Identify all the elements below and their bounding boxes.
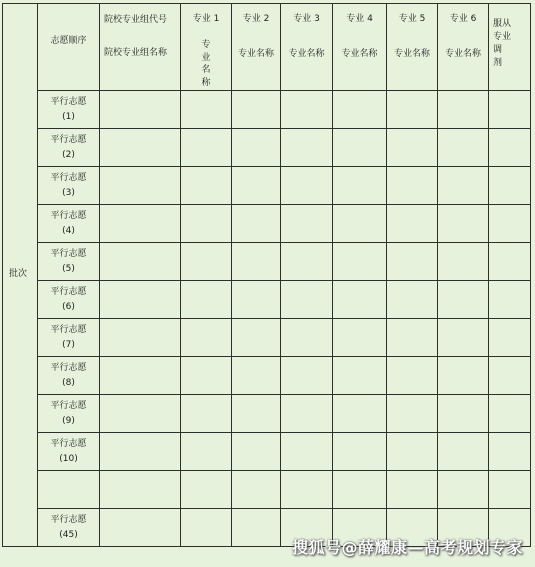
group-name-label: 院校专业组名称 [104, 48, 168, 59]
empty-entry-cell[interactable] [232, 129, 281, 167]
empty-entry-cell[interactable] [489, 205, 531, 243]
empty-entry-cell[interactable] [333, 395, 387, 433]
volunteer-form-table [2, 3, 531, 547]
empty-entry-cell[interactable] [100, 395, 181, 433]
empty-entry-cell[interactable] [281, 433, 333, 471]
volunteer-title: 平行志愿 [50, 211, 87, 221]
volunteer-number: (8) [62, 378, 75, 389]
volunteer-number: (3) [62, 188, 75, 199]
empty-entry-cell[interactable] [387, 91, 438, 129]
volunteer-title: 平行志愿 [50, 135, 87, 145]
major4-header [333, 4, 387, 91]
empty-entry-cell[interactable] [181, 129, 232, 167]
volunteer-title: 平行志愿 [50, 325, 87, 335]
empty-entry-cell[interactable] [489, 167, 531, 205]
empty-entry-cell[interactable] [100, 357, 181, 395]
volunteer-title: 平行志愿 [50, 363, 87, 373]
empty-entry-cell[interactable] [333, 91, 387, 129]
volunteer-row [3, 129, 531, 167]
empty-entry-cell[interactable] [100, 319, 181, 357]
empty-entry-cell[interactable] [438, 357, 489, 395]
volunteer-number: (10) [59, 454, 78, 465]
volunteer-number: (1) [62, 112, 75, 123]
empty-entry-cell[interactable] [438, 129, 489, 167]
volunteer-order-cell [38, 319, 100, 357]
empty-entry-cell[interactable] [281, 243, 333, 281]
major-name-label: 专业名称 [237, 49, 274, 60]
empty-entry-cell[interactable] [438, 471, 489, 509]
major2-header [232, 4, 281, 91]
major3-header [281, 4, 333, 91]
empty-entry-cell[interactable] [100, 91, 181, 129]
empty-entry-cell[interactable] [387, 205, 438, 243]
empty-entry-cell[interactable] [333, 471, 387, 509]
empty-entry-cell[interactable] [281, 319, 333, 357]
empty-entry-cell[interactable] [489, 243, 531, 281]
volunteer-row [3, 395, 531, 433]
empty-entry-cell[interactable] [232, 433, 281, 471]
empty-entry-cell[interactable] [232, 357, 281, 395]
empty-entry-cell[interactable] [387, 243, 438, 281]
empty-entry-cell[interactable] [438, 281, 489, 319]
empty-entry-cell[interactable] [438, 91, 489, 129]
volunteer-row [3, 281, 531, 319]
volunteer-number: (5) [62, 264, 75, 275]
major6-header [438, 4, 489, 91]
empty-entry-cell[interactable] [232, 205, 281, 243]
empty-entry-cell[interactable] [181, 91, 232, 129]
major-name-label: 专业名称 [444, 49, 481, 60]
batch-cell: 批次 [3, 4, 38, 547]
volunteer-number: (6) [62, 302, 75, 313]
volunteer-title: 平行志愿 [50, 515, 87, 525]
major-label: 专业 3 [293, 14, 320, 24]
empty-entry-cell[interactable] [232, 509, 281, 547]
empty-entry-cell[interactable] [181, 281, 232, 319]
volunteer-row [3, 167, 531, 205]
empty-entry-cell[interactable] [281, 471, 333, 509]
empty-entry-cell[interactable] [387, 395, 438, 433]
empty-entry-cell[interactable] [438, 433, 489, 471]
volunteer-order-cell [38, 205, 100, 243]
volunteer-number: (7) [62, 340, 75, 351]
empty-entry-cell[interactable] [181, 471, 232, 509]
empty-entry-cell[interactable] [232, 319, 281, 357]
empty-entry-cell[interactable] [489, 433, 531, 471]
volunteer-order-cell [38, 433, 100, 471]
empty-entry-cell[interactable] [281, 395, 333, 433]
major1-label: 专业 1 [192, 14, 220, 24]
volunteer-row [3, 433, 531, 471]
major5-header [387, 4, 438, 91]
empty-entry-cell[interactable] [232, 395, 281, 433]
volunteer-order-cell [38, 243, 100, 281]
major-label: 专业 2 [242, 14, 270, 24]
empty-entry-cell[interactable] [100, 509, 181, 547]
empty-entry-cell[interactable] [100, 129, 181, 167]
empty-entry-cell[interactable] [333, 167, 387, 205]
volunteer-row [3, 91, 531, 129]
empty-entry-cell[interactable] [489, 281, 531, 319]
volunteer-number: (2) [62, 150, 75, 161]
empty-entry-cell[interactable] [281, 167, 333, 205]
empty-entry-cell[interactable] [181, 167, 232, 205]
major-name-label: 专业名称 [288, 49, 325, 60]
empty-entry-cell[interactable] [232, 91, 281, 129]
empty-entry-cell[interactable] [387, 433, 438, 471]
volunteer-order-cell [38, 129, 100, 167]
major-name-label: 专业名称 [341, 49, 378, 60]
empty-entry-cell[interactable] [181, 395, 232, 433]
empty-entry-cell[interactable] [387, 471, 438, 509]
volunteer-row [3, 471, 531, 509]
volunteer-order-cell [38, 471, 100, 509]
empty-entry-cell[interactable] [489, 395, 531, 433]
empty-entry-cell[interactable] [387, 167, 438, 205]
major1-name-char: 专 [201, 40, 211, 51]
obey-text: 调 [493, 45, 503, 56]
major-label: 专业 6 [449, 14, 477, 24]
empty-entry-cell[interactable] [281, 91, 333, 129]
watermark-text: 搜狐号@薛耀康—高考规划专家 [291, 538, 523, 557]
empty-entry-cell[interactable] [489, 129, 531, 167]
empty-entry-cell[interactable] [100, 167, 181, 205]
empty-entry-cell[interactable] [333, 319, 387, 357]
volunteer-title: 平行志愿 [50, 173, 87, 183]
empty-entry-cell[interactable] [181, 319, 232, 357]
empty-entry-cell[interactable] [281, 205, 333, 243]
empty-entry-cell[interactable] [100, 471, 181, 509]
empty-entry-cell[interactable] [489, 471, 531, 509]
obey-text: 服从 [493, 19, 512, 29]
volunteer-order-cell [38, 509, 100, 547]
major1-name-char: 称 [201, 78, 211, 89]
obey-text: 剂 [493, 58, 503, 69]
volunteer-row [3, 319, 531, 357]
major-label: 专业 4 [346, 14, 373, 24]
volunteer-title: 平行志愿 [50, 97, 87, 107]
major1-name-vertical [181, 39, 231, 89]
volunteer-row [3, 205, 531, 243]
empty-entry-cell[interactable] [489, 357, 531, 395]
empty-entry-cell[interactable] [281, 281, 333, 319]
obey-adjustment-header [489, 4, 531, 91]
empty-entry-cell[interactable] [387, 129, 438, 167]
major-label: 专业 5 [398, 14, 426, 24]
empty-entry-cell[interactable] [387, 281, 438, 319]
volunteer-row [3, 357, 531, 395]
empty-entry-cell[interactable] [100, 433, 181, 471]
volunteer-title: 平行志愿 [50, 439, 87, 449]
empty-entry-cell[interactable] [100, 243, 181, 281]
empty-entry-cell[interactable] [333, 357, 387, 395]
empty-entry-cell[interactable] [100, 205, 181, 243]
volunteer-title: 平行志愿 [50, 401, 87, 411]
empty-entry-cell[interactable] [333, 281, 387, 319]
volunteer-order-cell [38, 167, 100, 205]
volunteer-order-cell [38, 357, 100, 395]
volunteer-number: (9) [62, 416, 75, 427]
empty-entry-cell[interactable] [232, 281, 281, 319]
empty-entry-cell[interactable] [232, 471, 281, 509]
volunteer-number: (4) [62, 226, 75, 237]
empty-entry-cell[interactable] [333, 243, 387, 281]
empty-entry-cell[interactable] [181, 243, 232, 281]
major1-name-char: 名 [201, 65, 211, 76]
empty-entry-cell[interactable] [181, 357, 232, 395]
volunteer-order-cell [38, 91, 100, 129]
empty-entry-cell[interactable] [100, 281, 181, 319]
empty-entry-cell[interactable] [489, 91, 531, 129]
obey-text: 专业 [493, 32, 512, 43]
empty-entry-cell[interactable] [438, 243, 489, 281]
order-header: 志愿顺序 [38, 4, 100, 91]
volunteer-number: (45) [59, 530, 78, 541]
empty-entry-cell[interactable] [438, 167, 489, 205]
volunteer-order-cell [38, 281, 100, 319]
volunteer-title: 平行志愿 [50, 287, 87, 297]
empty-entry-cell[interactable] [281, 129, 333, 167]
major1-header [181, 4, 232, 91]
header-row [3, 4, 531, 91]
empty-entry-cell[interactable] [181, 433, 232, 471]
empty-entry-cell[interactable] [438, 395, 489, 433]
volunteer-title: 平行志愿 [50, 249, 87, 259]
empty-entry-cell[interactable] [181, 205, 232, 243]
major1-name-char: 业 [201, 52, 211, 63]
empty-entry-cell[interactable] [232, 167, 281, 205]
volunteer-order-cell [38, 395, 100, 433]
empty-entry-cell[interactable] [232, 243, 281, 281]
empty-entry-cell[interactable] [181, 509, 232, 547]
empty-entry-cell[interactable] [438, 319, 489, 357]
empty-entry-cell[interactable] [489, 319, 531, 357]
empty-entry-cell[interactable] [387, 357, 438, 395]
empty-entry-cell[interactable] [333, 129, 387, 167]
empty-entry-cell[interactable] [333, 433, 387, 471]
group-header [100, 4, 181, 91]
volunteer-row [3, 243, 531, 281]
empty-entry-cell[interactable] [333, 205, 387, 243]
major-name-label: 专业名称 [393, 49, 430, 60]
empty-entry-cell[interactable] [281, 357, 333, 395]
empty-entry-cell[interactable] [438, 205, 489, 243]
group-code-label: 院校专业组代号 [104, 15, 168, 25]
empty-entry-cell[interactable] [387, 319, 438, 357]
